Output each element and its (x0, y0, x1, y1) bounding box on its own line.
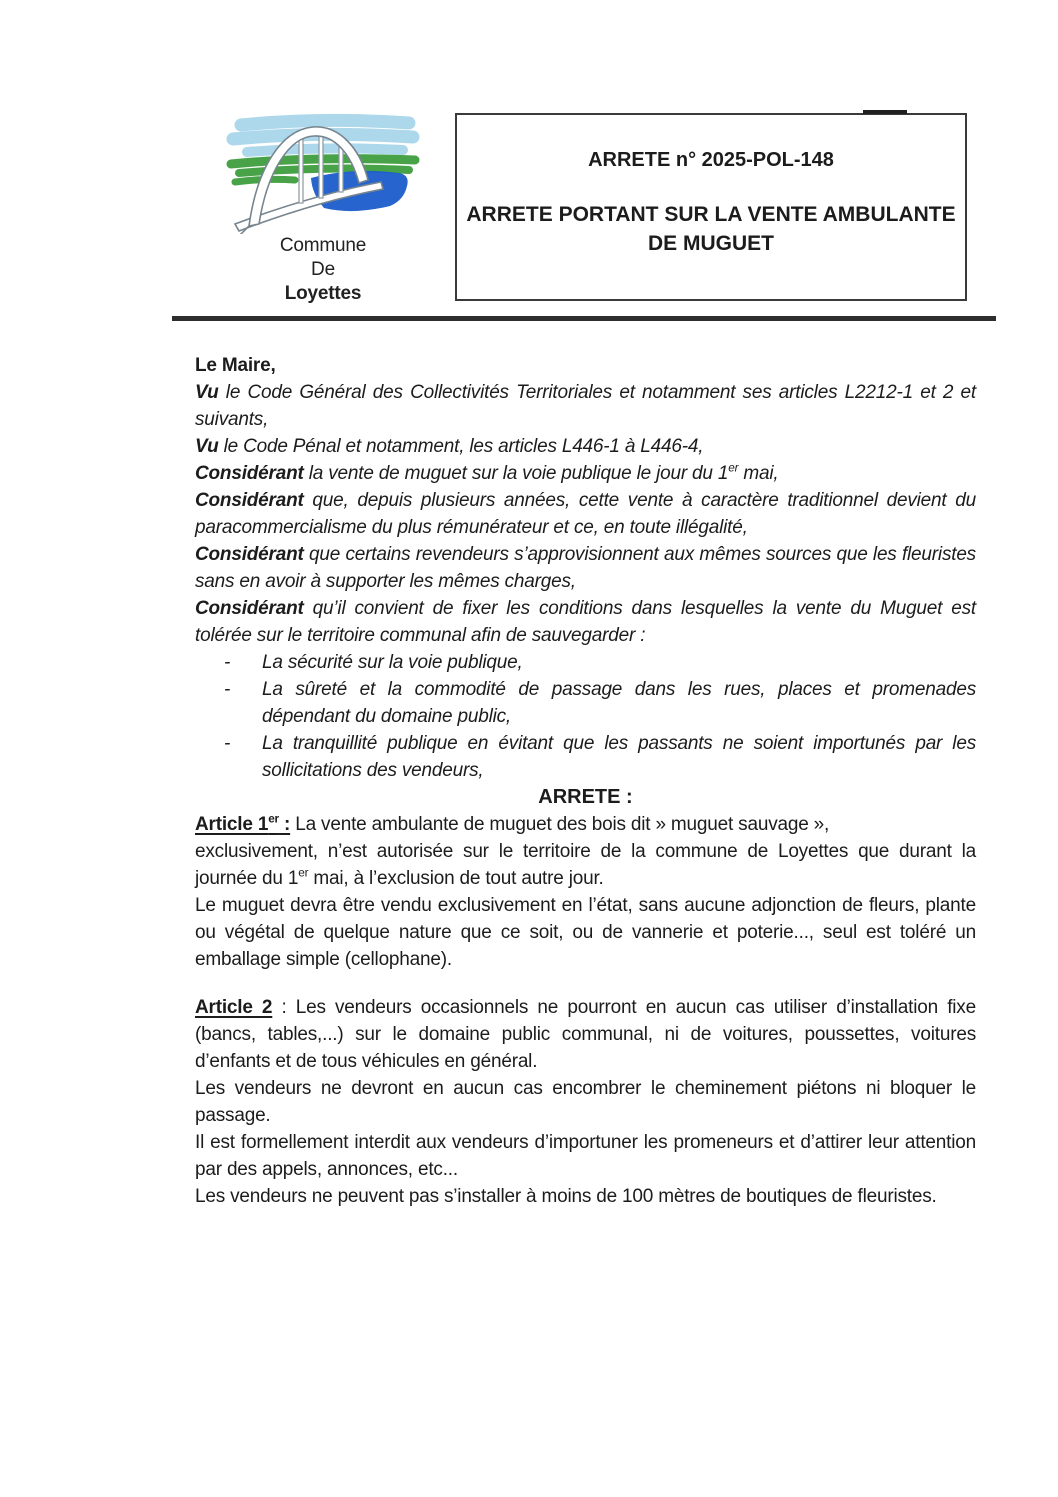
recital-text: le Code Général des Collectivités Territoriales et notamment ses articles L2212-1 et 2 et suivants, (195, 382, 976, 430)
arrete-title (457, 200, 965, 258)
scan-artifact (863, 110, 907, 114)
recital-considerant-3 (195, 541, 976, 595)
document-body (195, 352, 976, 1231)
list-item (195, 730, 976, 784)
recital-text: le Code Pénal et notamment, les articles L446-1 à L446-4, (218, 436, 704, 457)
header-divider (172, 316, 996, 321)
list-item-text: La sûreté et la commodité de passage dans les rues, places et promenades dépendant du domaine public, (262, 679, 976, 727)
dash-marker: - (224, 652, 231, 673)
recital-considerant-1 (195, 460, 976, 487)
article-2-paragraph: Les vendeurs ne peuvent pas s’installer à moins de 100 mètres de boutiques de fleuristes. (195, 1186, 937, 1207)
article-1-text: mai, à l’exclusion de tout autre jour. (308, 868, 604, 889)
article-1-heading-colon: : (278, 814, 291, 835)
dash-marker: - (224, 733, 231, 754)
superscript-er: er (268, 812, 279, 826)
arrete-title-line2: DE MUGUET (648, 232, 774, 255)
article-2-heading: Article 2 (195, 997, 273, 1018)
salutation: Le Maire, (195, 355, 276, 376)
logo-caption (218, 234, 428, 306)
article-1-first-line (195, 811, 976, 838)
article-1-text: exclusivement, n’est autorisée sur le territoire de la commune de Loyettes que durant la journée du 1 (195, 841, 976, 889)
article-1-paragraph (195, 838, 976, 892)
commune-logo (218, 112, 428, 306)
list-item (195, 649, 976, 676)
recital-lead: Vu (195, 382, 219, 403)
recital-lead: Vu (195, 436, 219, 457)
list-item (195, 676, 976, 730)
article-2-paragraph: Les vendeurs ne devront en aucun cas encombrer le cheminement piétons ni bloquer le passage. (195, 1078, 976, 1126)
superscript-er: er (728, 461, 739, 475)
article-1 (195, 811, 976, 973)
logo-caption-commune: Commune (279, 235, 367, 256)
title-box (455, 113, 967, 301)
article-1-paragraph: Le muguet devra être vendu exclusivement en l’état, sans aucune adjonction de fleurs, plante ou végétal de quelque nature que ce soit, ou de vannerie et poterie..., seul est toléré un emballage simple (cellophane). (195, 895, 976, 970)
article-2 (195, 994, 976, 1210)
logo-caption-loyettes: Loyettes (284, 283, 362, 304)
arrete-title-line1: ARRETE PORTANT SUR LA VENTE AMBULANTE (466, 203, 956, 226)
recital-lead: Considérant (195, 544, 304, 565)
recital-text: qu’il convient de fixer les conditions dans lesquelles la vente du Muguet est tolérée sur le territoire communal afin de sauvegarder : (195, 598, 976, 646)
logo-caption-de: De (311, 259, 335, 280)
recital-considerant-4 (195, 595, 976, 649)
article-1-heading (195, 814, 290, 835)
recital-vu-1 (195, 379, 976, 433)
recital-text: mai, (738, 463, 779, 484)
dash-marker: - (224, 679, 231, 700)
recital-lead: Considérant (195, 598, 304, 619)
article-2-paragraph: Il est formellement interdit aux vendeurs d’importuner les promeneurs et d’attirer leur attention par des appels, annonces, etc... (195, 1132, 976, 1180)
article-2-text: Les vendeurs occasionnels ne pourront en aucun cas utiliser d’installation fixe (bancs, tables,...) sur le domaine public communal, ni de voitures, poussettes, voitures d’enfants et de tous véhicules en général. (195, 997, 976, 1072)
list-item-text: La tranquillité publique en évitant que les passants ne soient importunés par les sollicitations des vendeurs, (262, 733, 976, 781)
article-2-heading-colon: : (272, 997, 287, 1018)
arrete-section-heading: ARRETE : (538, 786, 633, 808)
article-2-first-line (195, 994, 976, 1075)
arrete-number: ARRETE n° 2025-POL-148 (588, 149, 834, 171)
recital-text: la vente de muguet sur la voie publique le jour du 1 (303, 463, 729, 484)
article-1-line1: La vente ambulante de muguet des bois dit » muguet sauvage », (295, 814, 830, 835)
recital-vu-2 (195, 433, 976, 460)
recital-text: que, depuis plusieurs années, cette vente à caractère traditionnel devient du paracommercialisme du plus rémunérateur et ce, en toute illégalité, (195, 490, 976, 538)
recital-lead: Considérant (195, 463, 304, 484)
recital-considerant-2 (195, 487, 976, 541)
superscript-er: er (298, 866, 309, 880)
recital-text: que certains revendeurs s’approvisionnent aux mêmes sources que les fleuristes sans en avoir à supporter les mêmes charges, (195, 544, 976, 592)
recital-lead: Considérant (195, 490, 304, 511)
bridge-illustration-icon (223, 112, 423, 234)
article-1-heading-text: Article 1 (195, 814, 269, 835)
list-item-text: La sécurité sur la voie publique, (262, 652, 523, 673)
safeguard-list (195, 649, 976, 784)
